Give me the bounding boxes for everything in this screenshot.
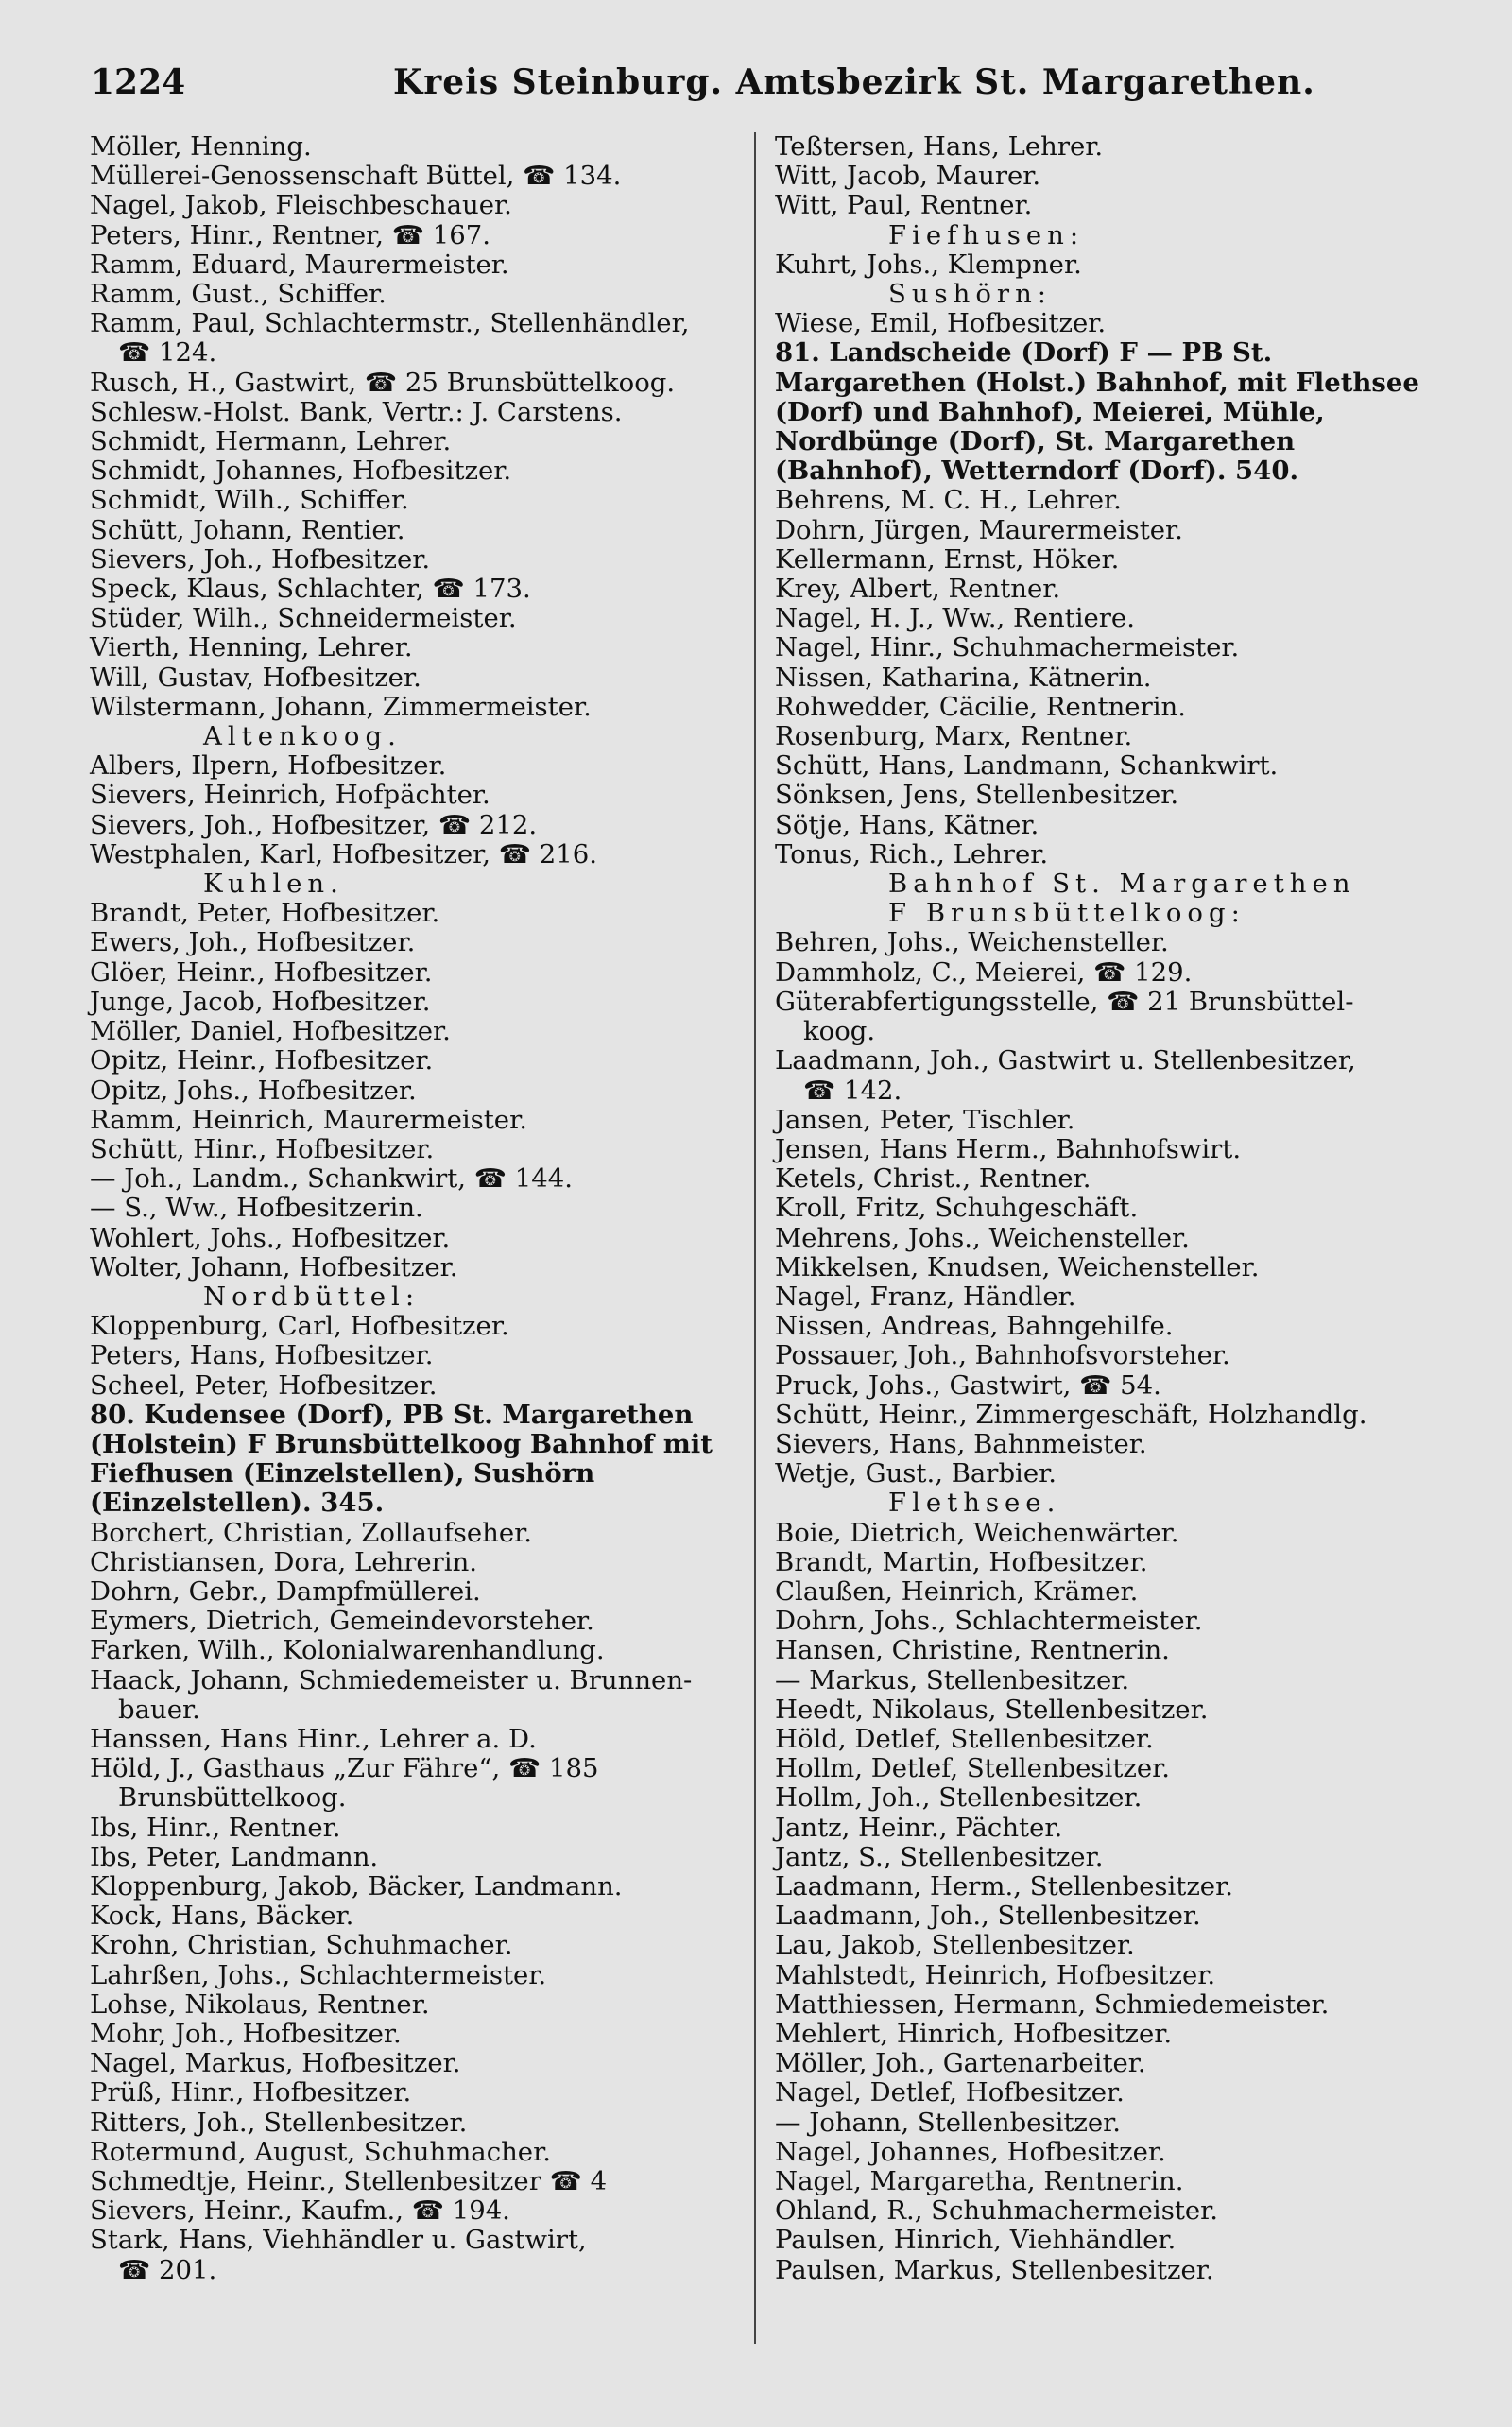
directory-line: Nagel, Markus, Hofbesitzer. xyxy=(90,2048,461,2079)
directory-line: Möller, Daniel, Hofbesitzer. xyxy=(90,1016,451,1047)
directory-line: Haack, Johann, Schmiedemeister u. Brunnen- xyxy=(90,1664,693,1695)
directory-line: Hollm, Joh., Stellenbesitzer. xyxy=(775,1782,1143,1814)
directory-line: Möller, Henning. xyxy=(90,131,312,162)
directory-line: Hollm, Detlef, Stellenbesitzer. xyxy=(775,1753,1171,1784)
directory-line: ☎ 142. xyxy=(803,1075,902,1106)
directory-line: Ketels, Christ., Rentner. xyxy=(775,1163,1091,1195)
directory-line: Höld, J., Gasthaus „Zur Fähre“, ☎ 185 xyxy=(90,1753,599,1784)
directory-line: ☎ 201. xyxy=(118,2254,217,2285)
running-title: Kreis Steinburg. Amtsbezirk St. Margarethen. xyxy=(393,62,1315,102)
directory-line: Schmidt, Hermann, Lehrer. xyxy=(90,426,452,457)
directory-line: Laadmann, Joh., Gastwirt u. Stellenbesitzer, xyxy=(775,1045,1356,1076)
directory-line: Claußen, Heinrich, Krämer. xyxy=(775,1575,1139,1607)
directory-line: Vierth, Henning, Lehrer. xyxy=(90,632,413,663)
directory-line: Sönksen, Jens, Stellenbesitzer. xyxy=(775,780,1179,811)
directory-line: Nissen, Katharina, Kätnerin. xyxy=(775,662,1152,693)
directory-line: Ramm, Paul, Schlachtermstr., Stellenhändler, xyxy=(90,308,690,339)
directory-line: Schütt, Hans, Landmann, Schankwirt. xyxy=(775,750,1279,782)
directory-line: Stüder, Wilh., Schneidermeister. xyxy=(90,603,517,634)
directory-line: Opitz, Johs., Hofbesitzer. xyxy=(90,1075,417,1106)
directory-line: Brunsbüttelkoog. xyxy=(118,1782,347,1814)
directory-line: Schmidt, Wilh., Schiffer. xyxy=(90,485,409,516)
page-number: 1224 xyxy=(91,62,186,102)
directory-line: Possauer, Joh., Bahnhofsvorsteher. xyxy=(775,1340,1230,1371)
directory-line: 81. Landscheide (Dorf) F — PB St. Margarethen (Holst.) Bahnhof, mit Flethsee (Dorf) und Bahnhof), Meierei, Mühle, Nordbünge (Dorf), St. Margarethen (Bahnhof), Wetterndorf (Dorf). 540. xyxy=(775,337,1419,487)
directory-line: Hansen, Christine, Rentnerin. xyxy=(775,1635,1170,1666)
directory-line: Schlesw.-Holst. Bank, Vertr.: J. Carstens. xyxy=(90,396,623,427)
directory-line: Güterabfertigungsstelle, ☎ 21 Brunsbüttel- xyxy=(775,986,1354,1017)
directory-line: Farken, Wilh., Kolonialwarenhandlung. xyxy=(90,1635,605,1666)
directory-line: bauer. xyxy=(118,1694,200,1725)
directory-line: Junge, Jacob, Hofbesitzer. xyxy=(90,986,431,1017)
directory-line: Wolter, Johann, Hofbesitzer. xyxy=(90,1251,458,1282)
directory-line: Wilstermann, Johann, Zimmermeister. xyxy=(90,691,592,722)
directory-line: Wiese, Emil, Hofbesitzer. xyxy=(775,308,1107,339)
directory-line: Nissen, Andreas, Bahngehilfe. xyxy=(775,1311,1174,1342)
directory-line: Ibs, Hinr., Rentner. xyxy=(90,1812,341,1843)
column-divider xyxy=(754,132,756,2344)
directory-line: Tonus, Rich., Lehrer. xyxy=(775,838,1049,869)
directory-line: Mikkelsen, Knudsen, Weichensteller. xyxy=(775,1251,1260,1282)
directory-line: Wohlert, Johs., Hofbesitzer. xyxy=(90,1222,451,1253)
directory-line: Bahnhof St. Margarethen xyxy=(888,869,1356,900)
directory-line: Peters, Hans, Hofbesitzer. xyxy=(90,1340,434,1371)
directory-line: Sievers, Joh., Hofbesitzer, ☎ 212. xyxy=(90,809,538,840)
directory-line: Möller, Joh., Gartenarbeiter. xyxy=(775,2048,1146,2079)
directory-line: Christiansen, Dora, Lehrerin. xyxy=(90,1546,478,1577)
directory-line: Brandt, Martin, Hofbesitzer. xyxy=(775,1546,1148,1577)
directory-line: Nagel, H. J., Ww., Rentiere. xyxy=(775,603,1135,634)
directory-line: Rotermund, August, Schuhmacher. xyxy=(90,2136,551,2167)
directory-line: Ibs, Peter, Landmann. xyxy=(90,1841,379,1872)
directory-line: Lau, Jakob, Stellenbesitzer. xyxy=(775,1930,1135,1961)
directory-line: Ramm, Eduard, Maurermeister. xyxy=(90,249,509,280)
directory-line: Rohwedder, Cäcilie, Rentnerin. xyxy=(775,691,1186,722)
directory-line: Nagel, Hinr., Schuhmachermeister. xyxy=(775,632,1240,663)
directory-line: Jantz, S., Stellenbesitzer. xyxy=(775,1841,1104,1872)
directory-line: ☎ 124. xyxy=(118,337,217,369)
directory-line: Schütt, Hinr., Hofbesitzer. xyxy=(90,1133,435,1164)
directory-line: F Brunsbüttelkoog: xyxy=(888,898,1246,929)
page-header xyxy=(91,53,1470,110)
directory-line: — Joh., Landm., Schankwirt, ☎ 144. xyxy=(90,1163,573,1195)
directory-line: Schütt, Johann, Rentier. xyxy=(90,514,405,545)
directory-line: Laadmann, Joh., Stellenbesitzer. xyxy=(775,1901,1201,1932)
directory-line: Lohse, Nikolaus, Rentner. xyxy=(90,1988,430,2020)
directory-line: Behrens, M. C. H., Lehrer. xyxy=(775,485,1122,516)
directory-line: Will, Gustav, Hofbesitzer. xyxy=(90,662,421,693)
directory-line: Boie, Dietrich, Weichenwärter. xyxy=(775,1517,1179,1548)
directory-line: Laadmann, Herm., Stellenbesitzer. xyxy=(775,1870,1233,1902)
directory-line: Mohr, Joh., Hofbesitzer. xyxy=(90,2019,402,2049)
directory-line: 80. Kudensee (Dorf), PB St. Margarethen (Holstein) F Brunsbüttelkoog Bahnhof mit Fiefhusen (Einzelstellen), Sushörn (Einzelstellen). 345. xyxy=(90,1399,713,1519)
directory-line: Rosenburg, Marx, Rentner. xyxy=(775,721,1133,752)
directory-line: Paulsen, Hinrich, Viehhändler. xyxy=(775,2225,1177,2256)
directory-line: Nagel, Franz, Händler. xyxy=(775,1281,1076,1312)
directory-line: Speck, Klaus, Schlachter, ☎ 173. xyxy=(90,574,531,605)
directory-line: Eymers, Dietrich, Gemeindevorsteher. xyxy=(90,1606,594,1637)
directory-line: Borchert, Christian, Zollaufseher. xyxy=(90,1517,532,1548)
directory-line: Sievers, Heinr., Kaufm., ☎ 194. xyxy=(90,2195,510,2227)
directory-line: Peters, Hinr., Rentner, ☎ 167. xyxy=(90,219,491,250)
directory-line: Sievers, Hans, Bahnmeister. xyxy=(775,1428,1147,1459)
directory-line: Flethsee. xyxy=(888,1488,1061,1519)
directory-line: Stark, Hans, Viehhändler u. Gastwirt, xyxy=(90,2225,587,2256)
directory-line: Sushörn: xyxy=(888,279,1053,310)
directory-line: Dammholz, C., Meierei, ☎ 129. xyxy=(775,956,1193,988)
directory-line: Ramm, Gust., Schiffer. xyxy=(90,279,387,310)
directory-line: Kock, Hans, Bäcker. xyxy=(90,1901,354,1932)
directory-line: — S., Ww., Hofbesitzerin. xyxy=(90,1193,423,1224)
directory-line: Hanssen, Hans Hinr., Lehrer a. D. xyxy=(90,1723,537,1754)
directory-line: Kloppenburg, Jakob, Bäcker, Landmann. xyxy=(90,1870,623,1902)
directory-line: Ramm, Heinrich, Maurermeister. xyxy=(90,1104,527,1135)
directory-line: Ewers, Joh., Hofbesitzer. xyxy=(90,927,416,958)
directory-line: Sievers, Heinrich, Hofpächter. xyxy=(90,780,490,811)
directory-line: Nagel, Jakob, Fleischbeschauer. xyxy=(90,190,512,221)
directory-line: Kloppenburg, Carl, Hofbesitzer. xyxy=(90,1311,509,1342)
directory-line: Prüß, Hinr., Hofbesitzer. xyxy=(90,2077,412,2109)
directory-line: Kuhlen. xyxy=(203,869,344,900)
directory-line: Westphalen, Karl, Hofbesitzer, ☎ 216. xyxy=(90,838,597,869)
directory-line: Matthiessen, Hermann, Schmiedemeister. xyxy=(775,1988,1330,2020)
directory-line: Witt, Paul, Rentner. xyxy=(775,190,1033,221)
right-column xyxy=(775,132,1427,2285)
directory-line: Krohn, Christian, Schuhmacher. xyxy=(90,1930,513,1961)
directory-line: Müllerei-Genossenschaft Büttel, ☎ 134. xyxy=(90,161,622,192)
directory-line: Witt, Jacob, Maurer. xyxy=(775,161,1041,192)
directory-line: Schütt, Heinr., Zimmergeschäft, Holzhandlg. xyxy=(775,1399,1367,1430)
directory-line: Albers, Ilpern, Hofbesitzer. xyxy=(90,750,447,782)
directory-line: — Markus, Stellenbesitzer. xyxy=(775,1664,1130,1695)
directory-line: Dohrn, Johs., Schlachtermeister. xyxy=(775,1606,1203,1637)
directory-line: Nagel, Detlef, Hofbesitzer. xyxy=(775,2077,1125,2109)
directory-line: Sievers, Joh., Hofbesitzer. xyxy=(90,543,431,575)
directory-line: koog. xyxy=(803,1016,876,1047)
directory-line: Nagel, Johannes, Hofbesitzer. xyxy=(775,2136,1166,2167)
directory-line: Höld, Detlef, Stellenbesitzer. xyxy=(775,1723,1154,1754)
directory-line: Scheel, Peter, Hofbesitzer. xyxy=(90,1369,438,1401)
directory-line: Mehrens, Johs., Weichensteller. xyxy=(775,1222,1190,1253)
directory-line: Nagel, Margaretha, Rentnerin. xyxy=(775,2166,1184,2197)
directory-line: Altenkoog. xyxy=(203,721,402,752)
directory-line: Wetje, Gust., Barbier. xyxy=(775,1458,1057,1489)
directory-line: Dohrn, Gebr., Dampfmüllerei. xyxy=(90,1575,481,1607)
directory-line: Schmidt, Johannes, Hofbesitzer. xyxy=(90,456,512,487)
directory-line: Kuhrt, Johs., Klempner. xyxy=(775,249,1082,280)
directory-line: Jantz, Heinr., Pächter. xyxy=(775,1812,1063,1843)
directory-line: Mahlstedt, Heinrich, Hofbesitzer. xyxy=(775,1959,1216,1990)
directory-line: Krey, Albert, Rentner. xyxy=(775,574,1061,605)
directory-line: — Johann, Stellenbesitzer. xyxy=(775,2107,1122,2138)
directory-line: Brandt, Peter, Hofbesitzer. xyxy=(90,898,440,929)
directory-line: Fiefhusen: xyxy=(888,219,1085,250)
directory-line: Pruck, Johs., Gastwirt, ☎ 54. xyxy=(775,1369,1161,1401)
directory-line: Glöer, Heinr., Hofbesitzer. xyxy=(90,956,433,988)
directory-line: Behren, Johs., Weichensteller. xyxy=(775,927,1169,958)
directory-line: Ohland, R., Schuhmachermeister. xyxy=(775,2195,1219,2227)
directory-line: Jensen, Hans Herm., Bahnhofswirt. xyxy=(775,1133,1242,1164)
directory-line: Kroll, Fritz, Schuhgeschäft. xyxy=(775,1193,1139,1224)
directory-line: Dohrn, Jürgen, Maurermeister. xyxy=(775,514,1183,545)
directory-line: Heedt, Nikolaus, Stellenbesitzer. xyxy=(775,1694,1209,1725)
directory-line: Jansen, Peter, Tischler. xyxy=(775,1104,1075,1135)
directory-line: Nordbüttel: xyxy=(203,1281,421,1312)
directory-line: Sötje, Hans, Kätner. xyxy=(775,809,1040,840)
directory-line: Teßtersen, Hans, Lehrer. xyxy=(775,131,1104,162)
directory-line: Opitz, Heinr., Hofbesitzer. xyxy=(90,1045,434,1076)
directory-line: Rusch, H., Gastwirt, ☎ 25 Brunsbüttelkoog. xyxy=(90,367,676,398)
directory-line: Paulsen, Markus, Stellenbesitzer. xyxy=(775,2254,1214,2285)
left-column xyxy=(90,132,742,2285)
directory-line: Kellermann, Ernst, Höker. xyxy=(775,543,1120,575)
directory-line: Lahrßen, Johs., Schlachtermeister. xyxy=(90,1959,547,1990)
directory-line: Ritters, Joh., Stellenbesitzer. xyxy=(90,2107,468,2138)
directory-line: Mehlert, Hinrich, Hofbesitzer. xyxy=(775,2019,1173,2049)
directory-line: Schmedtje, Heinr., Stellenbesitzer ☎ 4 xyxy=(90,2166,608,2197)
